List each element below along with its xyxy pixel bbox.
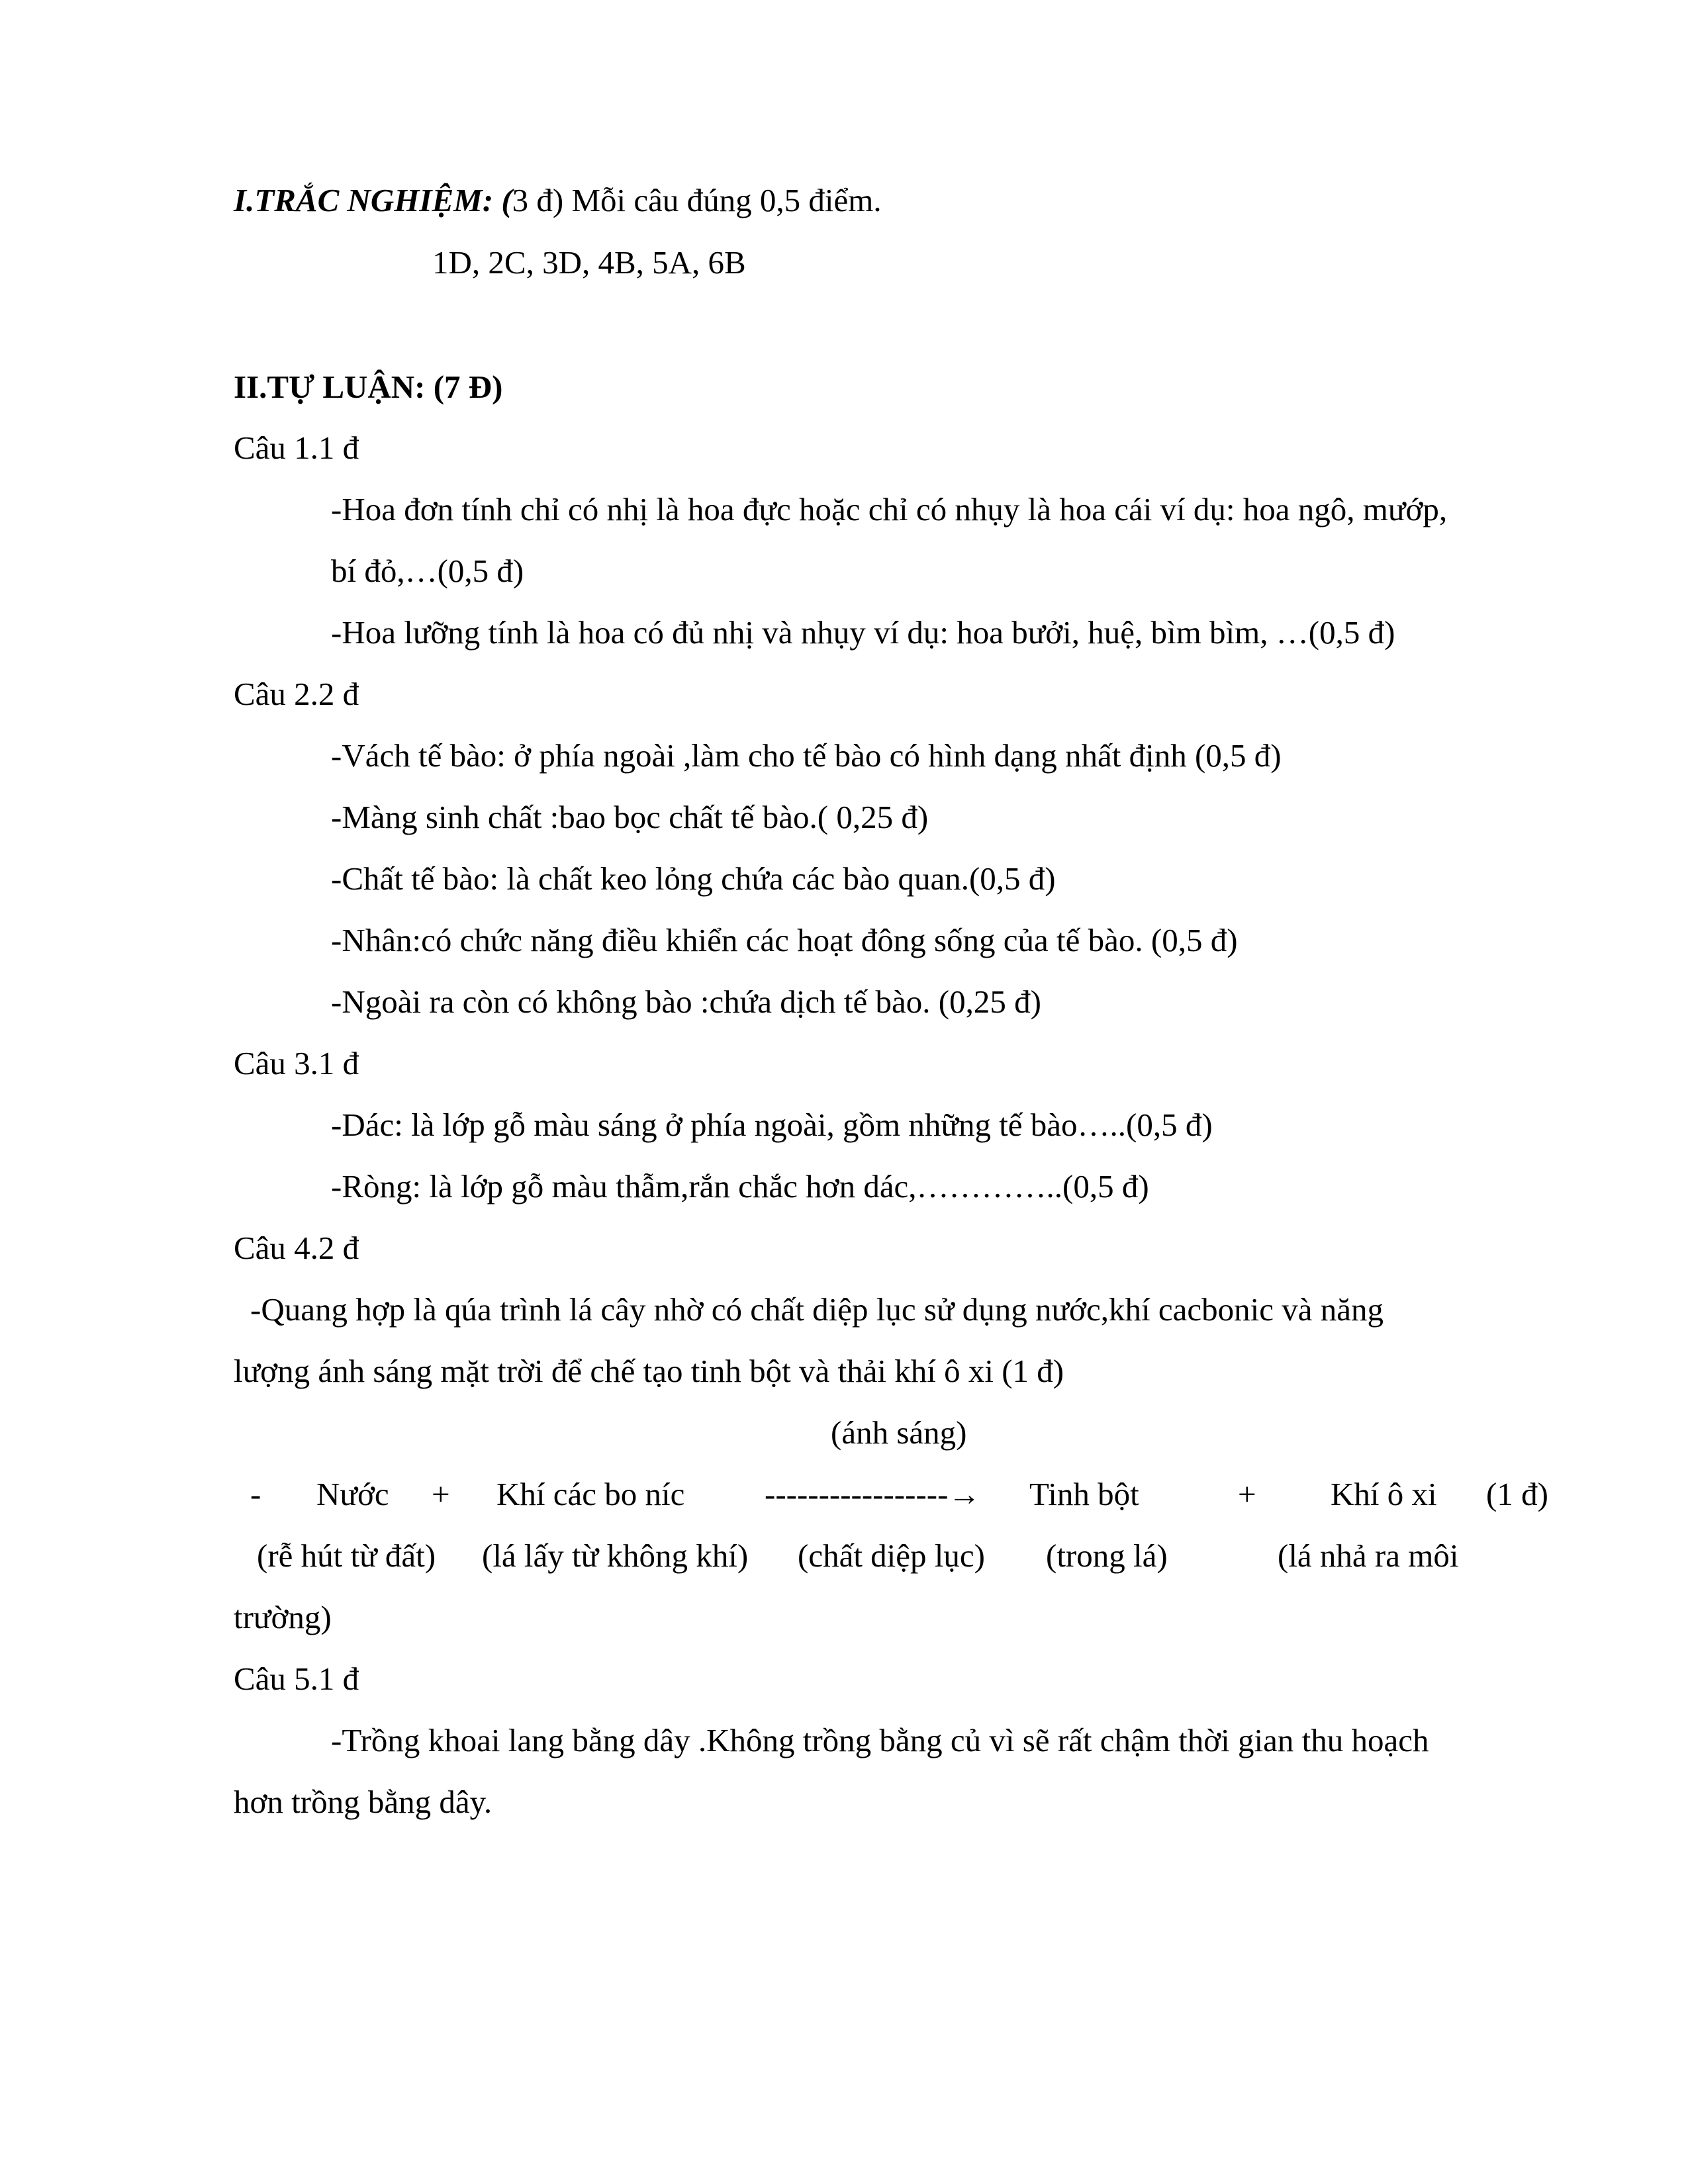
q1-line-2: bí đỏ,…(0,5 đ) <box>331 553 524 589</box>
q1-line-1: -Hoa đơn tính chỉ có nhị là hoa đực hoặc chỉ có nhụy là hoa cái ví dụ: hoa ngô, mướp, <box>331 491 1448 527</box>
q3-title: Câu 3.1 đ <box>234 1045 359 1081</box>
part2-heading: II.TỰ LUẬN: (7 Đ) <box>234 369 503 405</box>
q4-line-1: -Quang hợp là qúa trình lá cây nhờ có chất diệp lục sử dụng nước,khí cacbonic và năng <box>250 1291 1383 1328</box>
eq-dash: - <box>250 1476 261 1512</box>
q3-line-1: -Dác: là lớp gỗ màu sáng ở phía ngoài, gồm những tế bào…..(0,5 đ) <box>331 1107 1213 1143</box>
q1-line-3: -Hoa lưỡng tính là hoa có đủ nhị và nhụy ví dụ: hoa bưởi, huệ, bìm bìm, …(0,5 đ) <box>331 614 1395 651</box>
note-leaves-air: (lá lấy từ không khí) <box>482 1537 749 1574</box>
eq-plus-2: + <box>1238 1476 1256 1512</box>
eq-arrow: -----------------→ <box>765 1476 981 1512</box>
q5-line-2: hơn trồng bằng dây. <box>234 1784 492 1820</box>
part1-heading-bold: I.TRẮC NGHIỆM: ( <box>234 182 512 218</box>
q4-line-2: lượng ánh sáng mặt trời để chế tạo tinh bột và thải khí ô xi (1 đ) <box>234 1353 1064 1389</box>
eq-co2: Khí các bo níc <box>496 1476 685 1512</box>
note-chlorophyll: (chất diệp lục) <box>798 1537 985 1574</box>
q2-line-3: -Chất tế bào: là chất keo lỏng chứa các bào quan.(0,5 đ) <box>331 860 1056 897</box>
q2-title: Câu 2.2 đ <box>234 676 359 712</box>
eq-water: Nước <box>316 1476 389 1512</box>
q3-line-2: -Ròng: là lớp gỗ màu thẫm,rắn chắc hơn dác,…………..(0,5 đ) <box>331 1168 1149 1205</box>
note-in-leaf: (trong lá) <box>1046 1537 1168 1574</box>
eq-starch: Tinh bột <box>1029 1476 1139 1512</box>
q1-title: Câu 1.1 đ <box>234 430 359 466</box>
part1-answers: 1D, 2C, 3D, 4B, 5A, 6B <box>432 244 746 281</box>
q5-line-1: -Trồng khoai lang bằng dây .Không trồng bằng củ vì sẽ rất chậm thời gian thu hoạch <box>331 1722 1429 1758</box>
eq-plus-1: + <box>432 1476 450 1512</box>
q4-title: Câu 4.2 đ <box>234 1230 359 1266</box>
q2-line-2: -Màng sinh chất :bao bọc chất tế bào.( 0,25 đ) <box>331 799 929 835</box>
q2-line-1: -Vách tế bào: ở phía ngoài ,làm cho tế bào có hình dạng nhất định (0,5 đ) <box>331 737 1282 774</box>
eq-oxygen: Khí ô xi <box>1331 1476 1437 1512</box>
note-release: (lá nhả ra môi <box>1278 1537 1459 1574</box>
part1-heading <box>234 184 882 216</box>
part1-heading-rest: 3 đ) Mỗi câu đúng 0,5 điểm. <box>512 182 882 218</box>
eq-score: (1 đ) <box>1486 1476 1548 1512</box>
q4-eq-label: (ánh sáng) <box>831 1414 967 1451</box>
note-roots: (rễ hút từ đất) <box>257 1537 436 1574</box>
q2-line-5: -Ngoài ra còn có không bào :chứa dịch tế bào. (0,25 đ) <box>331 983 1041 1020</box>
q2-line-4: -Nhân:có chức năng điều khiển các hoạt đông sống của tế bào. (0,5 đ) <box>331 922 1238 958</box>
q5-title: Câu 5.1 đ <box>234 1661 359 1697</box>
note-release-cont: trường) <box>234 1599 332 1635</box>
